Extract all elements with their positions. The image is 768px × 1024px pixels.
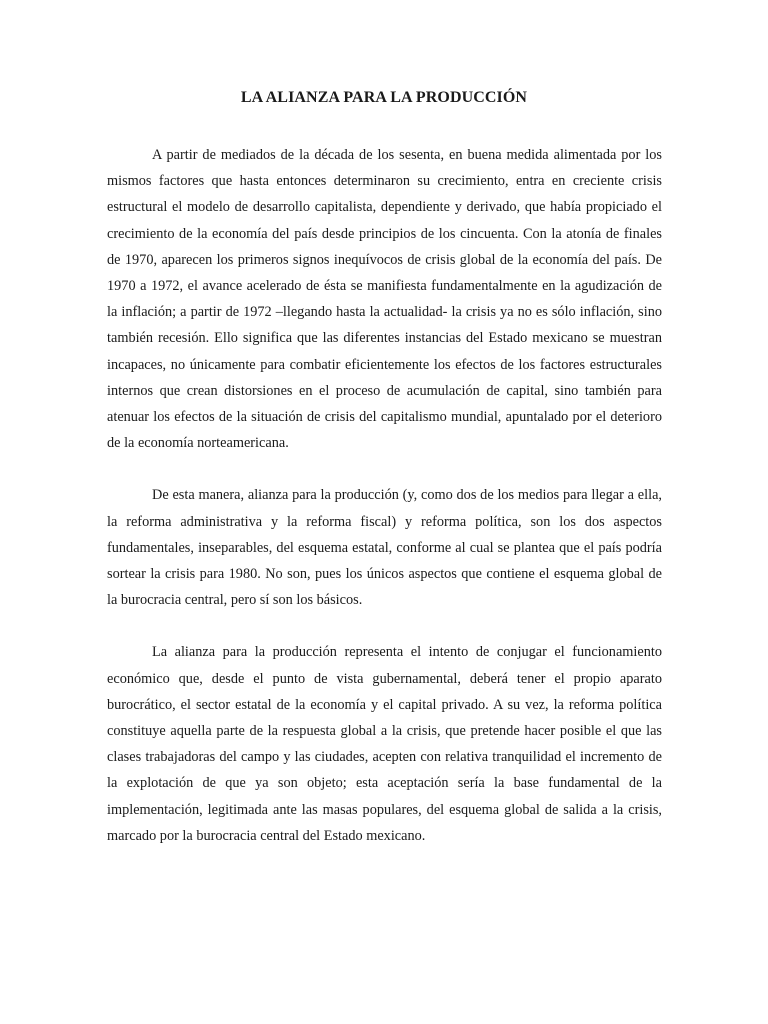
document-title: LA ALIANZA PARA LA PRODUCCIÓN xyxy=(240,89,528,106)
document-body xyxy=(107,142,662,849)
paragraph-1: A partir de mediados de la década de los sesenta, en buena medida alimentada por los mismos factores que hasta entonces determinaron su crecimiento, entra en creciente crisis estructural el modelo de desarrollo capitalista, dependiente y derivado, que había propiciado el crecimiento de la economía del país desde principios de los cincuenta. Con la atonía de finales de 1970, aparecen los primeros signos inequívocos de crisis global de la economía del país. De 1970 a 1972, el avance acelerado de ésta se manifiesta fundamentalmente en la agudización de la inflación; a partir de 1972 –llegando hasta la actualidad- la crisis ya no es sólo inflación, sino también recesión. Ello significa que las diferentes instancias del Estado mexicano se muestran incapaces, no únicamente para combatir eficientemente los efectos de los factores estructurales internos que crean distorsiones en el proceso de acumulación de capital, sino también para atenuar los efectos de la situación de crisis del capitalismo mundial, apuntalado por el deterioro de la economía norteamericana. xyxy=(107,147,662,452)
paragraph-2: De esta manera, alianza para la producción (y, como dos de los medios para llegar a ella, la reforma administrativa y la reforma fiscal) y reforma política, son los dos aspectos fundamentales, inseparables, del esquema estatal, conforme al cual se plantea que el país podría sortear la crisis para 1980. No son, pues los únicos aspectos que contiene el esquema global de la burocracia central, pero sí son los básicos. xyxy=(107,487,662,609)
paragraph-3: La alianza para la producción representa el intento de conjugar el funcionamiento económico que, desde el punto de vista gubernamental, deberá tener el propio aparato burocrático, el sector estatal de la economía y el capital privado. A su vez, la reforma política constituye aquella parte de la respuesta global a la crisis, que pretende hacer posible el que las clases trabajadoras del campo y las ciudades, acepten con relativa tranquilidad el incremento de la explotación de que ya son objeto; esta aceptación sería la base fundamental de la implementación, legitimada ante las masas populares, del esquema global de salida a la crisis, marcado por la burocracia central del Estado mexicano. xyxy=(107,644,662,844)
